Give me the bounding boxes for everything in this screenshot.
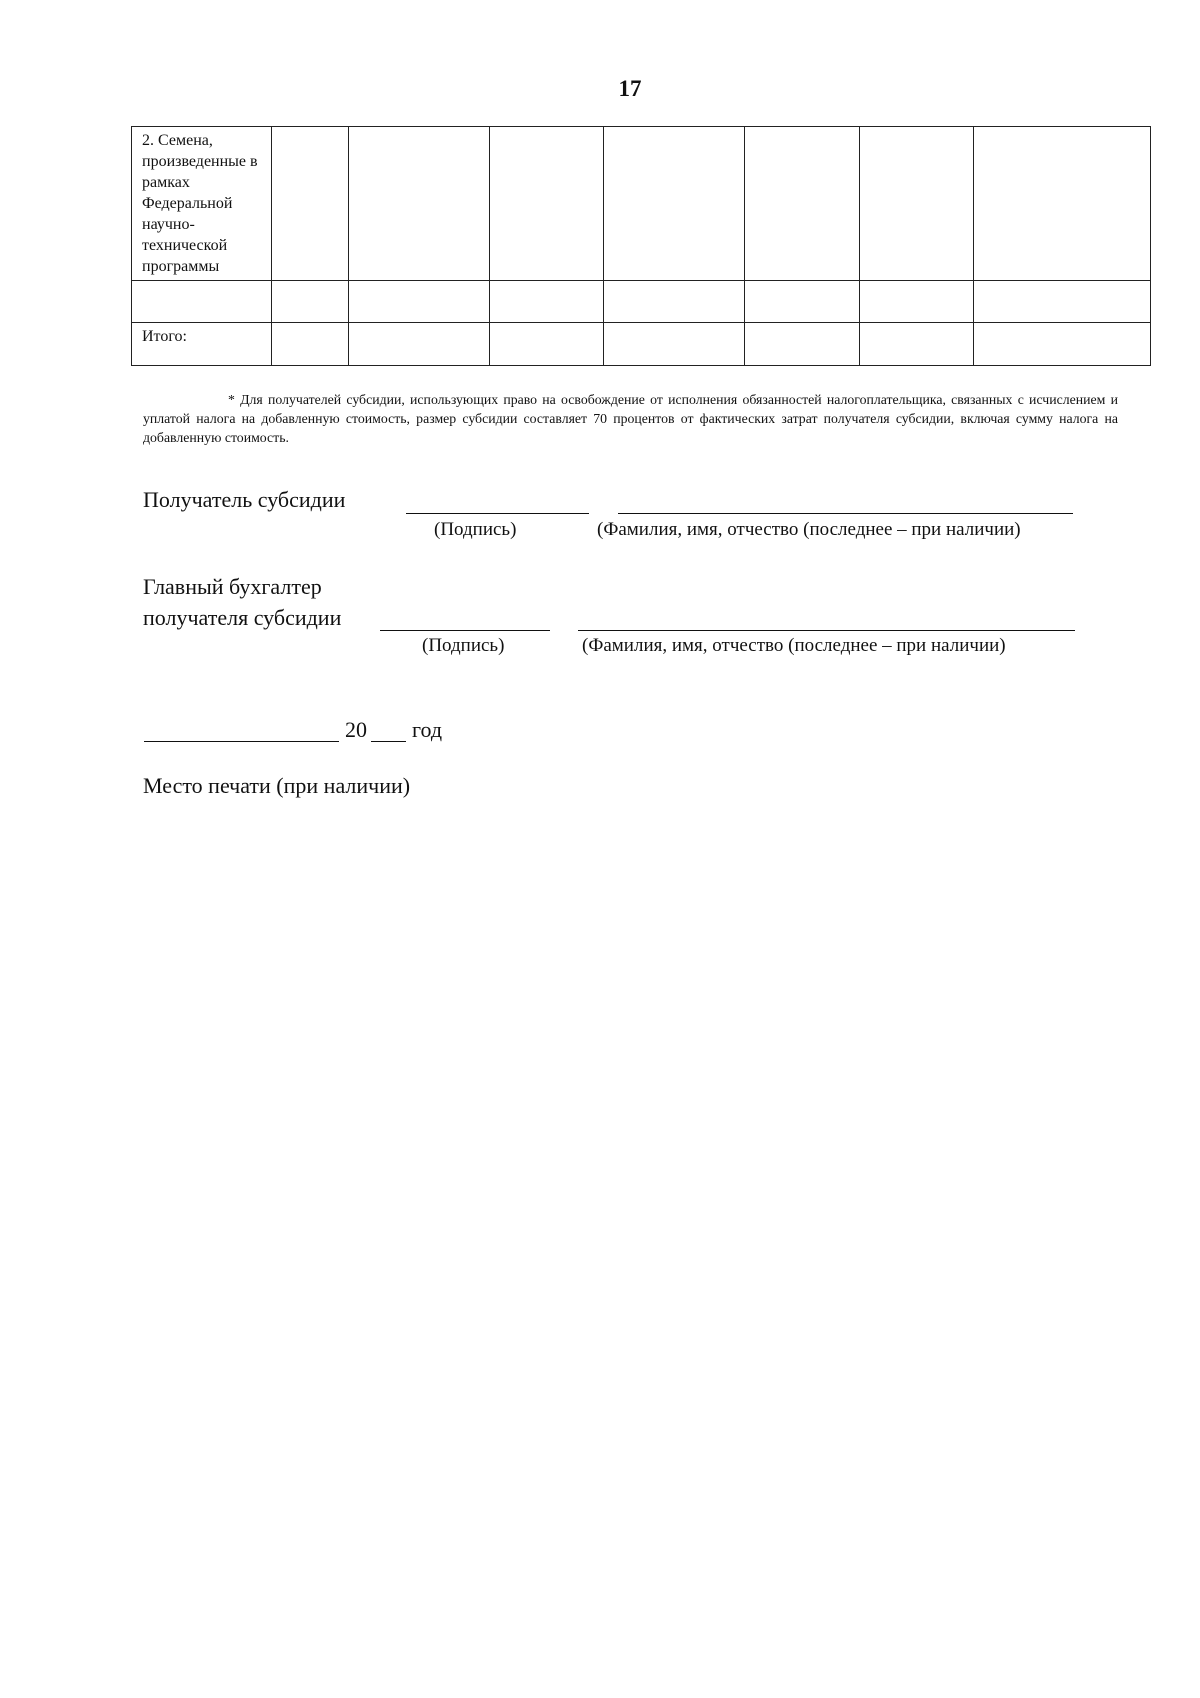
accountant-signature-line[interactable]	[380, 630, 550, 631]
row-label-total: Итого:	[132, 323, 272, 366]
recipient-name-caption: (Фамилия, имя, отчество (последнее – при наличии)	[597, 519, 1021, 540]
row-label-empty[interactable]	[132, 281, 272, 323]
table-cell[interactable]	[745, 323, 860, 366]
footnote	[143, 390, 1118, 447]
table-cell[interactable]	[272, 281, 349, 323]
table-cell[interactable]	[860, 281, 974, 323]
table-cell[interactable]	[860, 127, 974, 281]
table-cell[interactable]	[349, 281, 490, 323]
date-line[interactable]	[144, 741, 339, 742]
recipient-signature-caption: (Подпись)	[434, 519, 517, 540]
table-cell[interactable]	[974, 281, 1151, 323]
table-cell[interactable]	[860, 323, 974, 366]
table-cell[interactable]	[490, 281, 604, 323]
recipient-label: Получатель субсидии	[143, 487, 346, 512]
table-row	[132, 323, 1151, 366]
data-table	[131, 126, 1151, 366]
row-label-seeds: 2. Семена, произведенные в рамках Федеральной научно-технической программы	[132, 127, 272, 281]
footnote-text: * Для получателей субсидии, использующих право на освобождение от исполнения обязанностей налогоплательщика, связанных с исчислением и уплатой налога на добавленную стоимость, размер субсидии составляет 70 процентов от фактических затрат получателя субсидии, включая сумму налога на добавленную стоимость.	[143, 392, 1118, 445]
table-row	[132, 127, 1151, 281]
table-cell[interactable]	[745, 127, 860, 281]
year-line[interactable]	[371, 741, 406, 742]
accountant-name-line[interactable]	[578, 630, 1075, 631]
year-prefix: 20	[345, 717, 367, 742]
table-cell[interactable]	[604, 323, 745, 366]
accountant-label-line1: Главный бухгалтер	[143, 574, 322, 599]
page-number: 17	[618, 76, 642, 101]
accountant-label-line2: получателя субсидии	[143, 605, 342, 630]
stamp-label: Место печати (при наличии)	[143, 773, 411, 798]
accountant-name-caption: (Фамилия, имя, отчество (последнее – при наличии)	[582, 635, 1006, 656]
accountant-signature-caption: (Подпись)	[422, 635, 505, 656]
table-cell[interactable]	[604, 127, 745, 281]
table-row	[132, 281, 1151, 323]
table-cell[interactable]	[272, 127, 349, 281]
year-suffix: год	[412, 717, 443, 742]
recipient-signature-line[interactable]	[406, 513, 589, 514]
table-cell[interactable]	[349, 127, 490, 281]
table-cell[interactable]	[490, 127, 604, 281]
table-cell[interactable]	[974, 127, 1151, 281]
table-cell[interactable]	[604, 281, 745, 323]
table-cell[interactable]	[974, 323, 1151, 366]
recipient-name-line[interactable]	[618, 513, 1073, 514]
table-cell[interactable]	[272, 323, 349, 366]
table-cell[interactable]	[490, 323, 604, 366]
table-cell[interactable]	[745, 281, 860, 323]
table-cell[interactable]	[349, 323, 490, 366]
